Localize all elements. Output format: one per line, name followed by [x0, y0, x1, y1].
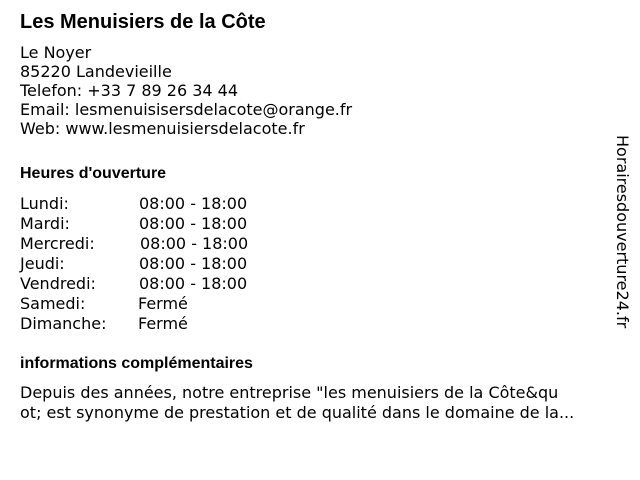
day-hours: Fermé	[138, 294, 188, 313]
day-label: Vendredi:	[20, 274, 96, 293]
day-label: Dimanche:	[20, 314, 107, 333]
day-hours: Fermé	[138, 314, 188, 333]
address-street: Le Noyer	[20, 43, 92, 62]
phone-number[interactable]: Telefon: +33 7 89 26 34 44	[20, 81, 239, 100]
contact-block	[20, 43, 352, 138]
website-link[interactable]: Web: www.lesmenuisiersdelacote.fr	[20, 119, 305, 138]
info-line: ot; est synonyme de prestation et de qualité dans le domaine de la...	[20, 403, 575, 422]
email-address[interactable]: Email: lesmenuisisersdelacote@orange.fr	[20, 100, 353, 119]
day-label: Mardi:	[20, 214, 70, 233]
site-brand-text: Horairesdouverture24.fr	[613, 135, 632, 329]
day-hours: 08:00 - 18:00	[139, 194, 248, 213]
day-label: Mercredi:	[20, 234, 95, 253]
day-label: Samedi:	[20, 294, 86, 313]
day-hours: 08:00 - 18:00	[140, 234, 249, 253]
day-hours: 08:00 - 18:00	[139, 214, 248, 233]
address-city: 85220 Landevieille	[20, 62, 172, 81]
opening-hours-heading: Heures d'ouverture	[20, 165, 167, 182]
day-label: Lundi:	[20, 194, 69, 213]
info-line: Depuis des années, notre entreprise "les menuisiers de la Côte&qu	[20, 383, 559, 402]
day-hours: 08:00 - 18:00	[139, 254, 248, 273]
additional-info-text	[20, 383, 630, 423]
day-label: Jeudi:	[20, 254, 65, 273]
site-brand-vertical	[612, 135, 632, 345]
business-name: Les Menuisiers de la Côte	[20, 11, 266, 33]
additional-info-heading: informations complémentaires	[20, 355, 253, 372]
day-hours: 08:00 - 18:00	[139, 274, 248, 293]
